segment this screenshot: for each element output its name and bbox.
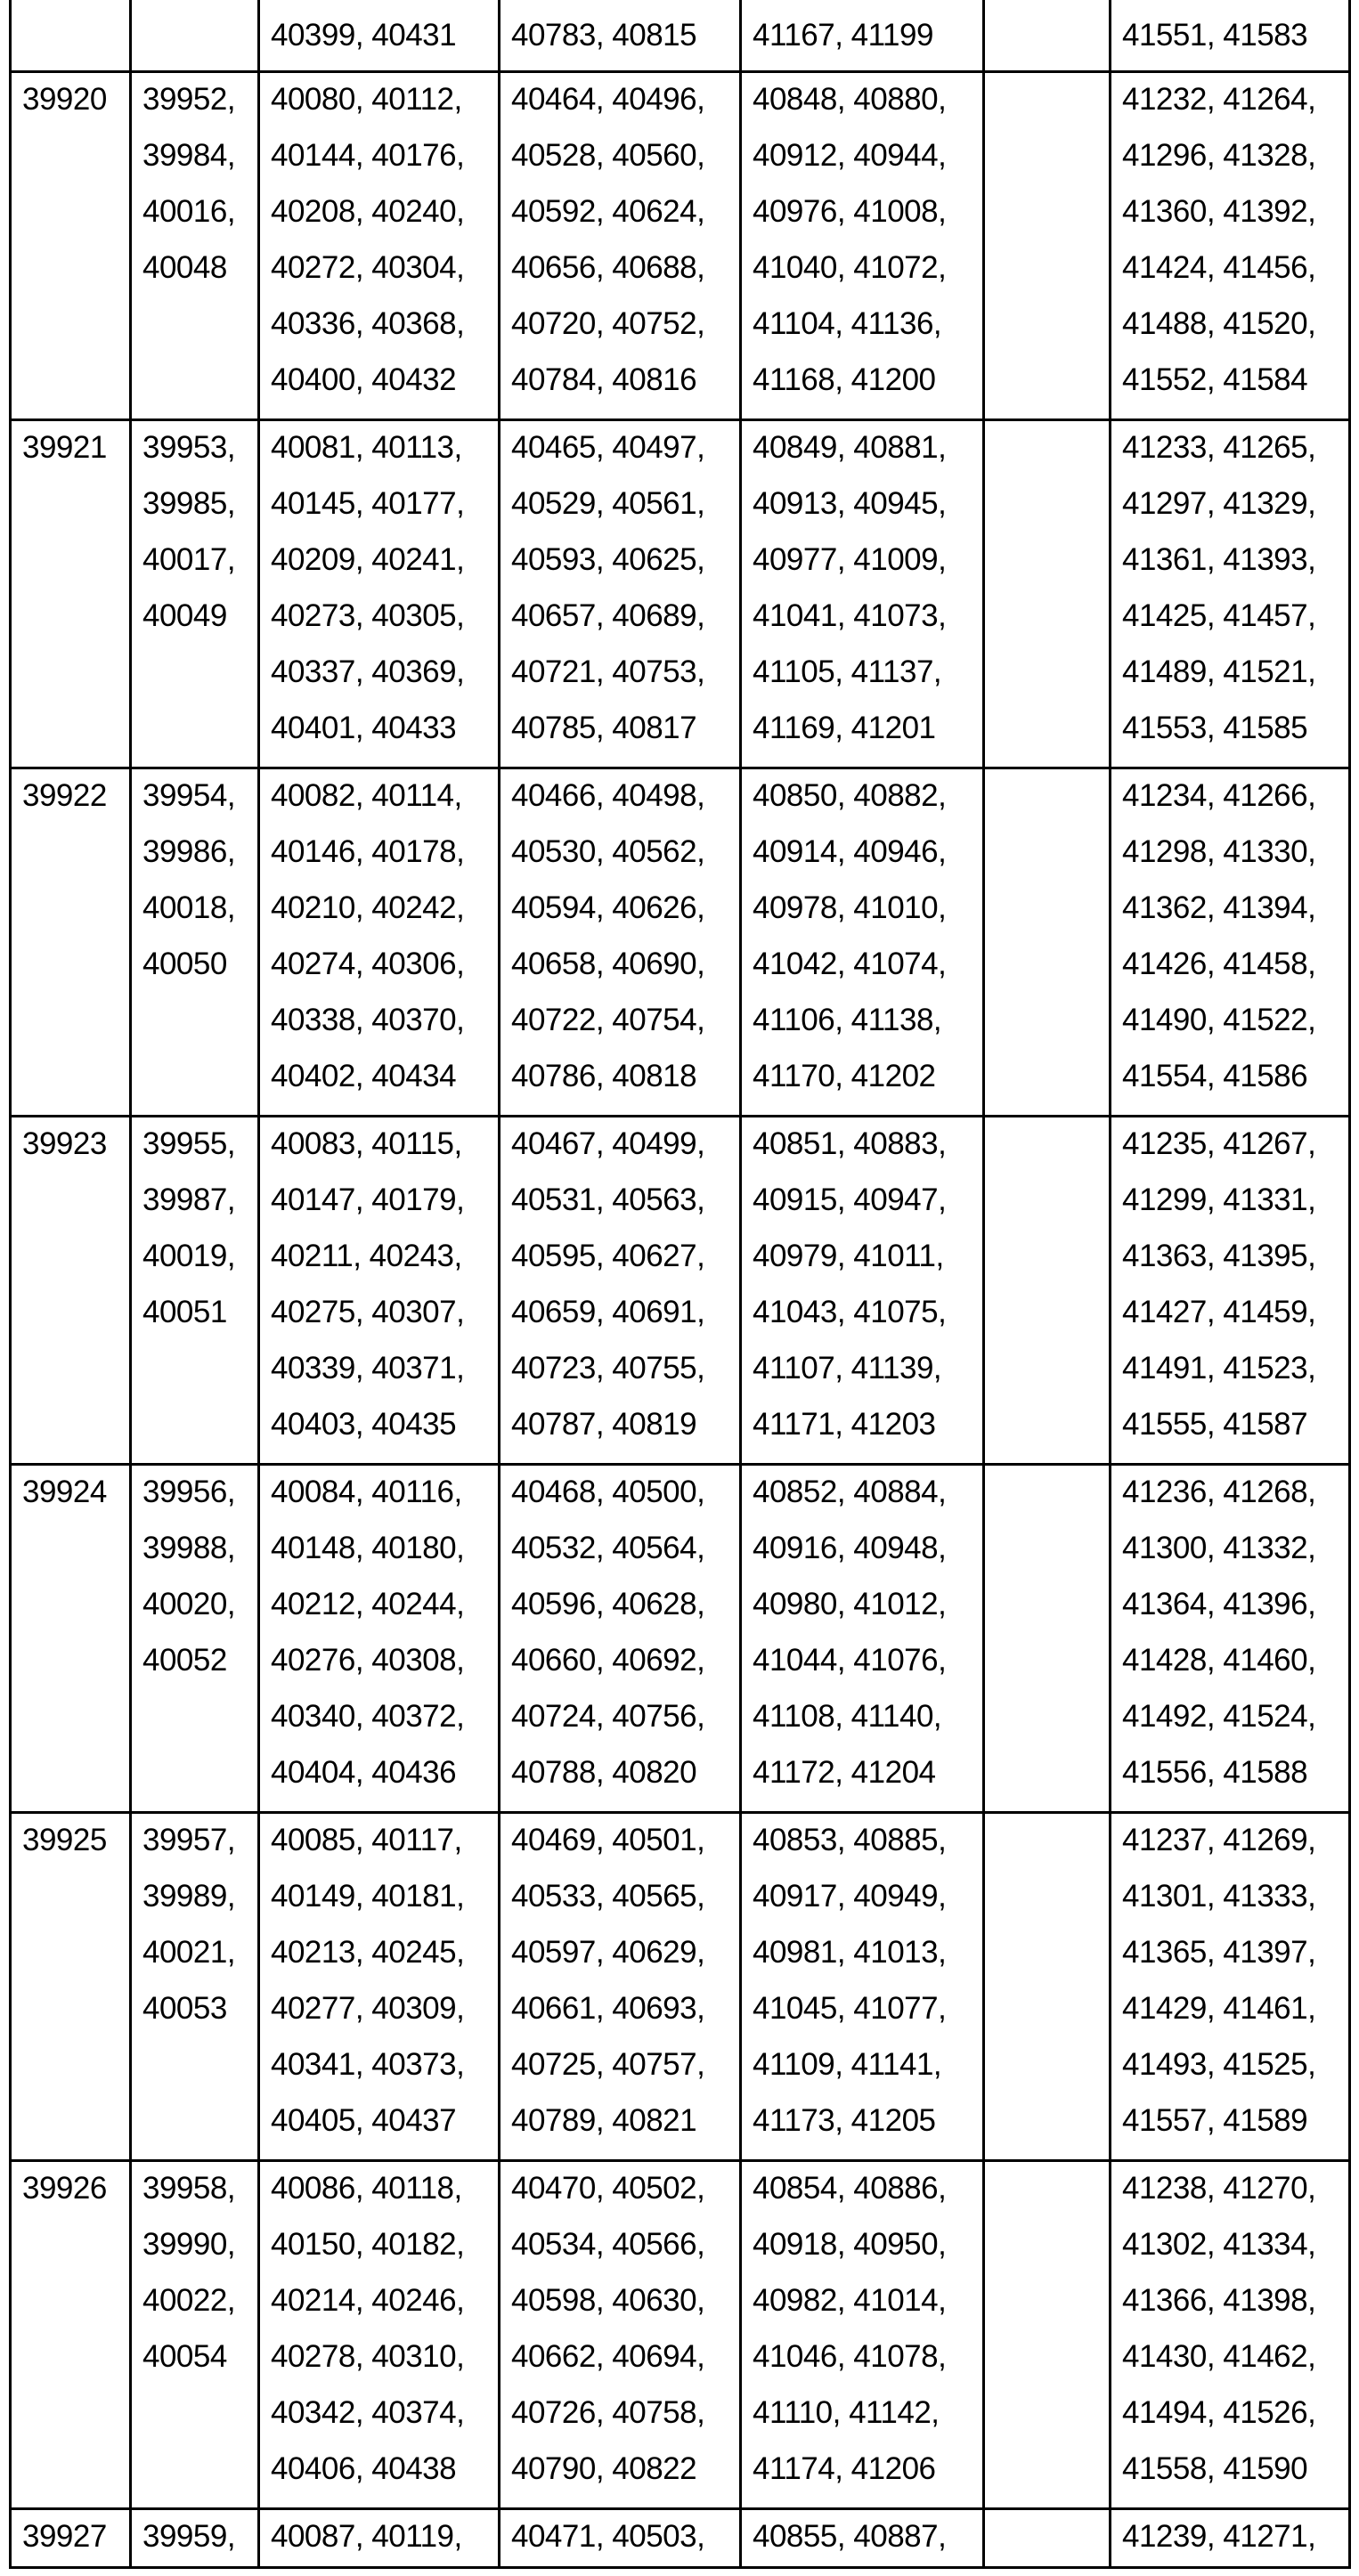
table-cell — [498, 769, 739, 1115]
table-cell — [739, 0, 982, 70]
cell-value: 39986, — [142, 833, 257, 889]
cell-value: 40470, 40502, — [511, 2169, 739, 2225]
cell-value: 40660, 40692, — [511, 1641, 739, 1697]
cell-value: 41237, 41269, — [1122, 1821, 1348, 1877]
cell-value: 40854, 40886, — [753, 2169, 982, 2225]
cell-value: 41296, 41328, — [1122, 136, 1348, 192]
cell-value: 40592, 40624, — [511, 192, 739, 248]
cell-value: 41104, 41136, — [753, 305, 982, 361]
cell-value: 40209, 40241, — [271, 540, 498, 597]
cell-value: 41173, 41205 — [753, 2101, 982, 2158]
cell-value: 39923 — [22, 1125, 129, 1181]
table-cell — [9, 1814, 129, 2159]
cell-value: 40337, 40369, — [271, 653, 498, 709]
cell-value: 41554, 41586 — [1122, 1057, 1348, 1113]
table-row — [9, 421, 1351, 769]
table-cell — [9, 0, 129, 70]
table-cell — [1109, 769, 1351, 1115]
cell-value: 40144, 40176, — [271, 136, 498, 192]
cell-value: 40980, 41012, — [753, 1585, 982, 1641]
table-cell — [739, 1814, 982, 2159]
cell-value: 41232, 41264, — [1122, 80, 1348, 136]
cell-value: 40082, 40114, — [271, 776, 498, 833]
cell-value: 39958, — [142, 2169, 257, 2225]
table-cell — [9, 769, 129, 1115]
table-row — [9, 1117, 1351, 1466]
cell-value: 40342, 40374, — [271, 2393, 498, 2450]
cell-value: 40018, — [142, 889, 257, 945]
cell-value: 41106, 41138, — [753, 1001, 982, 1057]
cell-value: 41426, 41458, — [1122, 945, 1348, 1001]
cell-value: 40724, 40756, — [511, 1697, 739, 1753]
cell-value: 40053 — [142, 1989, 257, 2045]
table-row — [9, 2510, 1351, 2569]
cell-value: 40783, 40815 — [511, 16, 739, 71]
cell-value: 39921 — [22, 428, 129, 484]
table-cell — [9, 1466, 129, 1811]
cell-value: 40915, 40947, — [753, 1181, 982, 1237]
cell-value: 40405, 40437 — [271, 2101, 498, 2158]
cell-value: 40531, 40563, — [511, 1181, 739, 1237]
cell-value: 39925 — [22, 1821, 129, 1877]
table-cell — [498, 1466, 739, 1811]
cell-value: 39987, — [142, 1181, 257, 1237]
cell-value: 40597, 40629, — [511, 1933, 739, 1989]
cell-value: 40275, 40307, — [271, 1293, 498, 1349]
cell-value: 40790, 40822 — [511, 2450, 739, 2506]
cell-value: 40658, 40690, — [511, 945, 739, 1001]
cell-value: 40786, 40818 — [511, 1057, 739, 1113]
table-row — [9, 1814, 1351, 2162]
cell-value: 41425, 41457, — [1122, 597, 1348, 653]
cell-value: 40048 — [142, 248, 257, 305]
cell-value: 41107, 41139, — [753, 1349, 982, 1405]
table-cell — [498, 1814, 739, 2159]
cell-value: 40208, 40240, — [271, 192, 498, 248]
cell-value: 41172, 41204 — [753, 1753, 982, 1809]
cell-value: 40022, — [142, 2281, 257, 2337]
cell-value: 41044, 41076, — [753, 1641, 982, 1697]
table-cell — [257, 2162, 498, 2507]
cell-value: 40146, 40178, — [271, 833, 498, 889]
cell-value: 39988, — [142, 1529, 257, 1585]
table-cell — [739, 421, 982, 767]
table-cell — [129, 73, 257, 418]
table-cell — [739, 73, 982, 418]
cell-value: 41361, 41393, — [1122, 540, 1348, 597]
cell-value: 40406, 40438 — [271, 2450, 498, 2506]
cell-value: 40401, 40433 — [271, 709, 498, 765]
cell-value: 40530, 40562, — [511, 833, 739, 889]
cell-value: 41427, 41459, — [1122, 1293, 1348, 1349]
cell-value: 40852, 40884, — [753, 1473, 982, 1529]
cell-value: 41045, 41077, — [753, 1989, 982, 2045]
cell-value: 40469, 40501, — [511, 1821, 739, 1877]
table-cell — [1109, 1117, 1351, 1463]
cell-value: 40468, 40500, — [511, 1473, 739, 1529]
table-cell — [257, 73, 498, 418]
cell-value: 40049 — [142, 597, 257, 653]
cell-value: 40916, 40948, — [753, 1529, 982, 1585]
table-cell — [1109, 1466, 1351, 1811]
cell-value: 41302, 41334, — [1122, 2225, 1348, 2281]
cell-value: 40336, 40368, — [271, 305, 498, 361]
cell-value: 40084, 40116, — [271, 1473, 498, 1529]
table-cell — [739, 769, 982, 1115]
cell-value: 40211, 40243, — [271, 1237, 498, 1293]
cell-value: 39953, — [142, 428, 257, 484]
cell-value: 40661, 40693, — [511, 1989, 739, 2045]
cell-value: 40595, 40627, — [511, 1237, 739, 1293]
table-cell — [1109, 73, 1351, 418]
cell-value: 40465, 40497, — [511, 428, 739, 484]
cell-value: 41556, 41588 — [1122, 1753, 1348, 1809]
cell-value: 39955, — [142, 1125, 257, 1181]
cell-value: 40149, 40181, — [271, 1877, 498, 1933]
cell-value: 41043, 41075, — [753, 1293, 982, 1349]
cell-value: 39927 — [22, 2517, 129, 2573]
cell-value: 40210, 40242, — [271, 889, 498, 945]
cell-value: 41171, 41203 — [753, 1405, 982, 1461]
cell-value: 41168, 41200 — [753, 361, 982, 417]
cell-value: 40528, 40560, — [511, 136, 739, 192]
table-cell — [129, 2510, 257, 2566]
table-cell — [1109, 1814, 1351, 2159]
cell-value: 41040, 41072, — [753, 248, 982, 305]
table-cell — [982, 769, 1109, 1115]
cell-value: 40726, 40758, — [511, 2393, 739, 2450]
cell-value: 41174, 41206 — [753, 2450, 982, 2506]
table-cell — [982, 2510, 1109, 2566]
table-cell — [982, 1814, 1109, 2159]
cell-value: 41239, 41271, — [1122, 2517, 1348, 2573]
cell-value: 40656, 40688, — [511, 248, 739, 305]
cell-value: 39954, — [142, 776, 257, 833]
cell-value: 39952, — [142, 80, 257, 136]
table-cell — [498, 1117, 739, 1463]
cell-value: 40278, 40310, — [271, 2337, 498, 2393]
cell-value: 41300, 41332, — [1122, 1529, 1348, 1585]
cell-value: 39957, — [142, 1821, 257, 1877]
cell-value: 39920 — [22, 80, 129, 136]
cell-value: 40721, 40753, — [511, 653, 739, 709]
table-cell — [9, 2162, 129, 2507]
cell-value: 40853, 40885, — [753, 1821, 982, 1877]
table-cell — [1109, 421, 1351, 767]
cell-value: 41553, 41585 — [1122, 709, 1348, 765]
table-cell — [9, 1117, 129, 1463]
cell-value: 40912, 40944, — [753, 136, 982, 192]
table-cell — [257, 421, 498, 767]
table-cell — [498, 0, 739, 70]
cell-value: 41110, 41142, — [753, 2393, 982, 2450]
cell-value: 40080, 40112, — [271, 80, 498, 136]
cell-value: 40848, 40880, — [753, 80, 982, 136]
cell-value: 41299, 41331, — [1122, 1181, 1348, 1237]
cell-value: 39984, — [142, 136, 257, 192]
table-cell — [129, 1814, 257, 2159]
cell-value: 40085, 40117, — [271, 1821, 498, 1877]
cell-value: 40213, 40245, — [271, 1933, 498, 1989]
cell-value: 41042, 41074, — [753, 945, 982, 1001]
cell-value: 40918, 40950, — [753, 2225, 982, 2281]
cell-value: 39922 — [22, 776, 129, 833]
cell-value: 40979, 41011, — [753, 1237, 982, 1293]
cell-value: 40725, 40757, — [511, 2045, 739, 2101]
cell-value: 41362, 41394, — [1122, 889, 1348, 945]
cell-value: 40081, 40113, — [271, 428, 498, 484]
cell-value: 40020, — [142, 1585, 257, 1641]
cell-value: 40212, 40244, — [271, 1585, 498, 1641]
cell-value: 41488, 41520, — [1122, 305, 1348, 361]
cell-value: 40341, 40373, — [271, 2045, 498, 2101]
table-cell — [1109, 2510, 1351, 2566]
cell-value: 40466, 40498, — [511, 776, 739, 833]
table-cell — [982, 1117, 1109, 1463]
cell-value: 40533, 40565, — [511, 1877, 739, 1933]
cell-value: 40150, 40182, — [271, 2225, 498, 2281]
cell-value: 40086, 40118, — [271, 2169, 498, 2225]
table-row — [9, 2162, 1351, 2510]
cell-value: 40657, 40689, — [511, 597, 739, 653]
cell-value: 40052 — [142, 1641, 257, 1697]
table-cell — [739, 2162, 982, 2507]
table-cell — [129, 421, 257, 767]
cell-value: 40272, 40304, — [271, 248, 498, 305]
cell-value: 41109, 41141, — [753, 2045, 982, 2101]
cell-value: 40789, 40821 — [511, 2101, 739, 2158]
cell-value: 40402, 40434 — [271, 1057, 498, 1113]
cell-value: 40276, 40308, — [271, 1641, 498, 1697]
cell-value: 41108, 41140, — [753, 1697, 982, 1753]
cell-value: 40273, 40305, — [271, 597, 498, 653]
cell-value: 40720, 40752, — [511, 305, 739, 361]
cell-value: 41424, 41456, — [1122, 248, 1348, 305]
table-cell — [257, 0, 498, 70]
table-cell — [129, 0, 257, 70]
table-cell — [498, 73, 739, 418]
table-cell — [9, 2510, 129, 2566]
cell-value: 40849, 40881, — [753, 428, 982, 484]
cell-value: 40787, 40819 — [511, 1405, 739, 1461]
cell-value: 40214, 40246, — [271, 2281, 498, 2337]
cell-value: 41557, 41589 — [1122, 2101, 1348, 2158]
cell-value: 40914, 40946, — [753, 833, 982, 889]
cell-value: 39990, — [142, 2225, 257, 2281]
cell-value: 41489, 41521, — [1122, 653, 1348, 709]
cell-value: 40087, 40119, — [271, 2517, 498, 2573]
table-row — [9, 1466, 1351, 1814]
cell-value: 40598, 40630, — [511, 2281, 739, 2337]
table-cell — [129, 769, 257, 1115]
cell-value: 40339, 40371, — [271, 1349, 498, 1405]
cell-value: 40594, 40626, — [511, 889, 739, 945]
cell-value: 40340, 40372, — [271, 1697, 498, 1753]
cell-value: 41235, 41267, — [1122, 1125, 1348, 1181]
cell-value: 41301, 41333, — [1122, 1877, 1348, 1933]
table-cell — [9, 421, 129, 767]
cell-value: 41169, 41201 — [753, 709, 982, 765]
cell-value: 39959, — [142, 2517, 257, 2573]
cell-value: 41428, 41460, — [1122, 1641, 1348, 1697]
cell-value: 41365, 41397, — [1122, 1933, 1348, 1989]
table-cell — [498, 421, 739, 767]
table-cell — [739, 1117, 982, 1463]
cell-value: 40021, — [142, 1933, 257, 1989]
cell-value: 40054 — [142, 2337, 257, 2393]
cell-value: 40788, 40820 — [511, 1753, 739, 1809]
cell-value: 40917, 40949, — [753, 1877, 982, 1933]
cell-value: 39926 — [22, 2169, 129, 2225]
cell-value: 41492, 41524, — [1122, 1697, 1348, 1753]
cell-value: 41558, 41590 — [1122, 2450, 1348, 2506]
cell-value: 40017, — [142, 540, 257, 597]
cell-value: 41552, 41584 — [1122, 361, 1348, 417]
table-cell — [982, 2162, 1109, 2507]
cell-value: 40659, 40691, — [511, 1293, 739, 1349]
cell-value: 40464, 40496, — [511, 80, 739, 136]
table-cell — [9, 73, 129, 418]
cell-value: 41234, 41266, — [1122, 776, 1348, 833]
cell-value: 41360, 41392, — [1122, 192, 1348, 248]
table-row — [9, 769, 1351, 1117]
cell-value: 40050 — [142, 945, 257, 1001]
cell-value: 39924 — [22, 1473, 129, 1529]
cell-value: 41046, 41078, — [753, 2337, 982, 2393]
cell-value: 41555, 41587 — [1122, 1405, 1348, 1461]
table-cell — [982, 0, 1109, 70]
table-cell — [982, 73, 1109, 418]
cell-value: 40593, 40625, — [511, 540, 739, 597]
table-cell — [982, 421, 1109, 767]
table-cell — [129, 1466, 257, 1811]
number-table — [9, 0, 1351, 2569]
cell-value: 40532, 40564, — [511, 1529, 739, 1585]
cell-value: 39956, — [142, 1473, 257, 1529]
table-cell — [257, 1814, 498, 2159]
cell-value: 40400, 40432 — [271, 361, 498, 417]
cell-value: 41238, 41270, — [1122, 2169, 1348, 2225]
table-cell — [257, 2510, 498, 2566]
cell-value: 40147, 40179, — [271, 1181, 498, 1237]
cell-value: 41298, 41330, — [1122, 833, 1348, 889]
cell-value: 40019, — [142, 1237, 257, 1293]
cell-value: 40784, 40816 — [511, 361, 739, 417]
cell-value: 40404, 40436 — [271, 1753, 498, 1809]
cell-value: 41430, 41462, — [1122, 2337, 1348, 2393]
cell-value: 40529, 40561, — [511, 484, 739, 540]
cell-value: 41429, 41461, — [1122, 1989, 1348, 2045]
cell-value: 41167, 41199 — [753, 16, 982, 71]
cell-value: 40534, 40566, — [511, 2225, 739, 2281]
cell-value: 40471, 40503, — [511, 2517, 739, 2573]
cell-value: 41297, 41329, — [1122, 484, 1348, 540]
cell-value: 41494, 41526, — [1122, 2393, 1348, 2450]
cell-value: 40467, 40499, — [511, 1125, 739, 1181]
cell-value: 41493, 41525, — [1122, 2045, 1348, 2101]
table-row — [9, 73, 1351, 421]
cell-value: 41105, 41137, — [753, 653, 982, 709]
table-cell — [1109, 2162, 1351, 2507]
cell-value: 41551, 41583 — [1122, 16, 1348, 71]
cell-value: 40277, 40309, — [271, 1989, 498, 2045]
cell-value: 41236, 41268, — [1122, 1473, 1348, 1529]
cell-value: 41364, 41396, — [1122, 1585, 1348, 1641]
table-cell — [1109, 0, 1351, 70]
cell-value: 40913, 40945, — [753, 484, 982, 540]
cell-value: 40274, 40306, — [271, 945, 498, 1001]
table-cell — [257, 1466, 498, 1811]
table-cell — [498, 2162, 739, 2507]
cell-value: 40662, 40694, — [511, 2337, 739, 2393]
cell-value: 40851, 40883, — [753, 1125, 982, 1181]
cell-value: 40785, 40817 — [511, 709, 739, 765]
cell-value: 40016, — [142, 192, 257, 248]
cell-value: 40148, 40180, — [271, 1529, 498, 1585]
cell-value: 40338, 40370, — [271, 1001, 498, 1057]
cell-value: 41233, 41265, — [1122, 428, 1348, 484]
cell-value: 41366, 41398, — [1122, 2281, 1348, 2337]
table-cell — [498, 2510, 739, 2566]
cell-value: 41363, 41395, — [1122, 1237, 1348, 1293]
cell-value: 40596, 40628, — [511, 1585, 739, 1641]
cell-value: 40403, 40435 — [271, 1405, 498, 1461]
table-cell — [739, 2510, 982, 2566]
cell-value: 41490, 41522, — [1122, 1001, 1348, 1057]
table-cell — [739, 1466, 982, 1811]
cell-value: 41170, 41202 — [753, 1057, 982, 1113]
cell-value: 40722, 40754, — [511, 1001, 739, 1057]
cell-value: 39985, — [142, 484, 257, 540]
table-cell — [257, 769, 498, 1115]
cell-value: 41041, 41073, — [753, 597, 982, 653]
cell-value: 40978, 41010, — [753, 889, 982, 945]
table-cell — [129, 2162, 257, 2507]
cell-value: 40083, 40115, — [271, 1125, 498, 1181]
cell-value: 40977, 41009, — [753, 540, 982, 597]
cell-value: 40723, 40755, — [511, 1349, 739, 1405]
cell-value: 40981, 41013, — [753, 1933, 982, 1989]
cell-value: 40976, 41008, — [753, 192, 982, 248]
cell-value: 41491, 41523, — [1122, 1349, 1348, 1405]
cell-value: 40399, 40431 — [271, 16, 498, 71]
cell-value: 40850, 40882, — [753, 776, 982, 833]
cell-value: 40855, 40887, — [753, 2517, 982, 2573]
cell-value: 39989, — [142, 1877, 257, 1933]
table-row — [9, 0, 1351, 73]
cell-value: 40051 — [142, 1293, 257, 1349]
table-cell — [257, 1117, 498, 1463]
table-cell — [982, 1466, 1109, 1811]
cell-value: 40982, 41014, — [753, 2281, 982, 2337]
table-cell — [129, 1117, 257, 1463]
cell-value: 40145, 40177, — [271, 484, 498, 540]
